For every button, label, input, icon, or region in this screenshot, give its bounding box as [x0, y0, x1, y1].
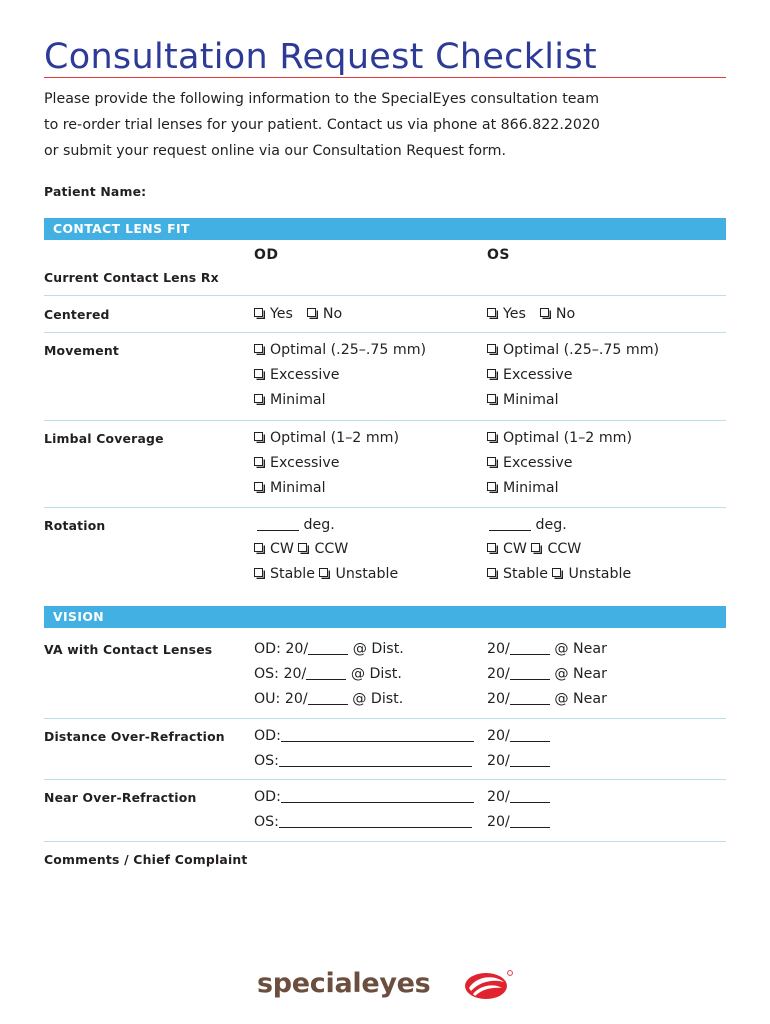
- checkbox-icon[interactable]: [254, 565, 265, 583]
- acuity-blank[interactable]: [510, 729, 550, 742]
- acuity-blank[interactable]: [510, 754, 550, 767]
- divider: [44, 295, 726, 296]
- va-od-near: 20/ @ Near: [487, 641, 607, 657]
- od-movement-minimal: Minimal: [254, 391, 326, 409]
- divider: [44, 507, 726, 508]
- acuity-blank[interactable]: [510, 692, 550, 705]
- divider: [44, 841, 726, 842]
- checkbox-icon[interactable]: [552, 565, 563, 583]
- checkbox-icon[interactable]: [487, 565, 498, 583]
- acuity-blank[interactable]: [510, 667, 550, 680]
- acuity-blank[interactable]: [510, 790, 550, 803]
- checkbox-icon[interactable]: [487, 429, 498, 447]
- od-limbal-excessive: Excessive: [254, 454, 340, 472]
- checkbox-icon[interactable]: [540, 305, 551, 323]
- patient-name-label: Patient Name:: [44, 184, 147, 199]
- intro-line: to re-order trial lenses for your patient. Contact us via phone at 866.822.2020: [44, 117, 600, 133]
- intro-line: or submit your request online via our Consultation Request form.: [44, 143, 507, 159]
- va-od-distance: OD: 20/ @ Dist.: [254, 641, 404, 657]
- os-column-heading: OS: [487, 247, 510, 263]
- va-ou-distance: OU: 20/ @ Dist.: [254, 691, 404, 707]
- checkbox-icon[interactable]: [254, 305, 265, 323]
- od-rotation-stability: Stable Unstable: [254, 565, 398, 583]
- od-centered-options: [254, 305, 342, 323]
- yes-option: Yes: [503, 306, 526, 322]
- divider: [44, 332, 726, 333]
- divider: [44, 779, 726, 780]
- acuity-blank[interactable]: [306, 667, 346, 680]
- dor-od: OD:: [254, 727, 474, 745]
- vision-header: VISION: [44, 606, 726, 628]
- acuity-blank[interactable]: [510, 815, 550, 828]
- od-movement-excessive: Excessive: [254, 366, 340, 384]
- checkbox-icon[interactable]: [254, 366, 265, 384]
- nor-od-acuity: 20/: [487, 788, 550, 806]
- checkbox-icon[interactable]: [487, 454, 498, 472]
- no-option: No: [322, 306, 343, 322]
- od-rotation-direction: CW CCW: [254, 540, 348, 558]
- os-limbal-minimal: Minimal: [487, 479, 559, 497]
- checkbox-icon[interactable]: [254, 540, 265, 558]
- comments-label: Comments / Chief Complaint: [44, 852, 248, 867]
- checkbox-icon[interactable]: [487, 305, 498, 323]
- rotation-label: Rotation: [44, 518, 106, 533]
- os-limbal-excessive: Excessive: [487, 454, 573, 472]
- dor-os-acuity: 20/: [487, 752, 550, 770]
- dor-os: OS:: [254, 752, 472, 770]
- limbal-coverage-label: Limbal Coverage: [44, 431, 164, 446]
- checkbox-icon[interactable]: [487, 366, 498, 384]
- checkbox-icon[interactable]: [254, 479, 265, 497]
- refraction-blank[interactable]: [281, 729, 474, 742]
- os-movement-minimal: Minimal: [487, 391, 559, 409]
- specialeyes-logo: [257, 962, 517, 1006]
- centered-label: Centered: [44, 307, 110, 322]
- checkbox-icon[interactable]: [254, 391, 265, 409]
- current-rx-label: Current Contact Lens Rx: [44, 270, 219, 285]
- checkbox-icon[interactable]: [487, 540, 498, 558]
- logo-mark-icon: [462, 968, 514, 1002]
- va-os-near: 20/ @ Near: [487, 666, 607, 682]
- yes-option: Yes: [270, 306, 293, 322]
- degrees-blank[interactable]: [257, 518, 299, 531]
- distance-over-refraction-label: Distance Over-Refraction: [44, 729, 225, 744]
- acuity-blank[interactable]: [308, 692, 348, 705]
- page-title: Consultation Request Checklist: [44, 37, 597, 77]
- divider: [44, 420, 726, 421]
- contact-lens-fit-header: CONTACT LENS FIT: [44, 218, 726, 240]
- acuity-blank[interactable]: [308, 642, 348, 655]
- od-movement-optimal: Optimal (.25–.75 mm): [254, 341, 426, 359]
- os-rotation-degrees: deg.: [489, 516, 567, 534]
- checkbox-icon[interactable]: [254, 429, 265, 447]
- refraction-blank[interactable]: [281, 790, 474, 803]
- title-underline: [44, 77, 726, 78]
- intro-paragraph: [44, 86, 734, 164]
- od-limbal-minimal: Minimal: [254, 479, 326, 497]
- os-rotation-stability: Stable Unstable: [487, 565, 631, 583]
- os-movement-excessive: Excessive: [487, 366, 573, 384]
- checkbox-icon[interactable]: [254, 341, 265, 359]
- os-rotation-direction: CW CCW: [487, 540, 581, 558]
- degrees-blank[interactable]: [489, 518, 531, 531]
- checkbox-icon[interactable]: [254, 454, 265, 472]
- checkbox-icon[interactable]: [307, 305, 318, 323]
- checkbox-icon[interactable]: [487, 341, 498, 359]
- os-centered-options: [487, 305, 575, 323]
- checkbox-icon[interactable]: [298, 540, 309, 558]
- nor-os: OS:: [254, 813, 472, 831]
- form-page: [44, 0, 726, 1024]
- od-rotation-degrees: deg.: [257, 516, 335, 534]
- movement-label: Movement: [44, 343, 119, 358]
- od-column-heading: OD: [254, 247, 279, 263]
- va-ou-near: 20/ @ Near: [487, 691, 607, 707]
- va-os-distance: OS: 20/ @ Dist.: [254, 666, 402, 682]
- refraction-blank[interactable]: [279, 754, 472, 767]
- no-option: No: [555, 306, 576, 322]
- refraction-blank[interactable]: [279, 815, 472, 828]
- divider: [44, 718, 726, 719]
- od-limbal-optimal: Optimal (1–2 mm): [254, 429, 399, 447]
- checkbox-icon[interactable]: [319, 565, 330, 583]
- acuity-blank[interactable]: [510, 642, 550, 655]
- os-limbal-optimal: Optimal (1–2 mm): [487, 429, 632, 447]
- va-with-contact-lenses-label: VA with Contact Lenses: [44, 642, 213, 657]
- logo-wordmark: specialeyes: [257, 968, 431, 999]
- checkbox-icon[interactable]: [531, 540, 542, 558]
- near-over-refraction-label: Near Over-Refraction: [44, 790, 197, 805]
- checkbox-icon[interactable]: [487, 391, 498, 409]
- checkbox-icon[interactable]: [487, 479, 498, 497]
- intro-line: Please provide the following information to the SpecialEyes consultation team: [44, 91, 600, 107]
- nor-od: OD:: [254, 788, 474, 806]
- os-movement-optimal: Optimal (.25–.75 mm): [487, 341, 659, 359]
- dor-od-acuity: 20/: [487, 727, 550, 745]
- nor-os-acuity: 20/: [487, 813, 550, 831]
